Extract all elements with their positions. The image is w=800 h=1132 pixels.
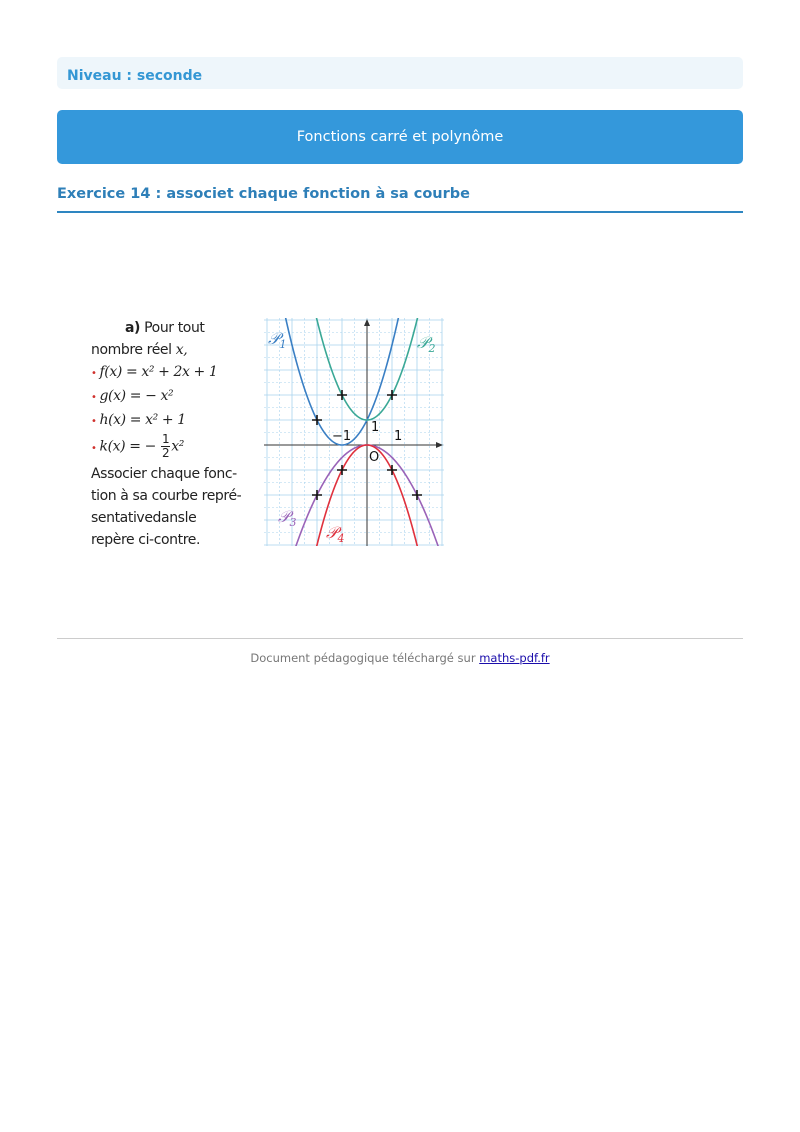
chapter-title: Fonctions carré et polynôme [296, 129, 504, 145]
point-mark-icon [312, 415, 322, 425]
curve-label-p3: 𝒫$_3$ [278, 507, 297, 529]
function-f [91, 361, 251, 385]
instruction-line: tion à sa courbe repré- [91, 488, 242, 504]
statement-intro-line [91, 317, 251, 339]
tick-label-minus-one: −1 [332, 429, 352, 444]
bullet-icon: • [91, 368, 97, 379]
instruction-line: Associer chaque fonc- [91, 466, 237, 482]
function-k-tail: x² [171, 438, 184, 455]
bullet-icon: • [91, 392, 97, 403]
function-h [91, 409, 251, 433]
graph-labels [268, 329, 436, 545]
instruction-line [91, 507, 245, 529]
footer [57, 651, 743, 665]
word: sentative [91, 510, 153, 526]
exercise-title: Exercice 14 : associet chaque fonction à sa courbe [57, 186, 743, 213]
fraction-numerator: 1 [162, 432, 170, 446]
point-mark-icon [337, 465, 347, 475]
level-banner [57, 57, 743, 89]
footer-text: Document pédagogique téléchargé sur [250, 651, 480, 665]
curve-label-p2: 𝒫$_2$ [417, 333, 436, 355]
variable-x: x, [175, 342, 188, 358]
graph-grid [264, 318, 444, 546]
tick-label-one-y: 1 [371, 420, 380, 435]
function-g-expr: g(x) = − x² [99, 388, 174, 404]
fraction-denominator: 2 [162, 446, 170, 460]
function-g [91, 385, 251, 409]
level-label: Niveau : seconde [67, 68, 203, 84]
point-mark-icon [312, 490, 322, 500]
tick-label-one-x: 1 [394, 429, 403, 444]
curve-label-subscript: 4 [337, 532, 345, 545]
curve-label-subscript: 2 [428, 342, 436, 355]
point-mark-icon [412, 490, 422, 500]
curve-label-subscript: 1 [279, 338, 287, 351]
function-k [91, 433, 251, 463]
word: le [184, 510, 197, 526]
exercise-figure [86, 314, 446, 552]
curve-label-p4: 𝒫$_4$ [326, 523, 345, 545]
intro-text-2: nombre réel [91, 342, 172, 358]
curve-label-p1: 𝒫$_1$ [268, 329, 287, 351]
function-h-expr: h(x) = x² + 1 [99, 412, 186, 428]
parabolas-graph [264, 318, 444, 546]
function-f-expr: f(x) = x² + 2x + 1 [99, 364, 218, 380]
footer-link[interactable]: maths-pdf.fr [479, 651, 550, 665]
bullet-icon: • [91, 416, 97, 427]
instruction-line: repère ci-contre. [91, 532, 201, 548]
word: dans [152, 510, 185, 526]
question-label: a) [125, 320, 141, 336]
intro-text-1: Pour tout [144, 320, 205, 336]
bullet-icon: • [91, 442, 97, 454]
point-mark-icon [337, 390, 347, 400]
point-mark-icon [387, 465, 397, 475]
chapter-title-bar [57, 110, 743, 164]
graph-curves [279, 318, 445, 546]
statement-intro-line-2 [91, 339, 251, 361]
curve-label-subscript: 3 [289, 516, 297, 529]
fraction-one-half [161, 433, 170, 460]
footer-divider [57, 638, 743, 639]
point-mark-icon [387, 390, 397, 400]
function-k-expr: k(x) = − [99, 438, 156, 455]
exercise-statement [91, 317, 251, 551]
origin-label: O [369, 450, 380, 465]
